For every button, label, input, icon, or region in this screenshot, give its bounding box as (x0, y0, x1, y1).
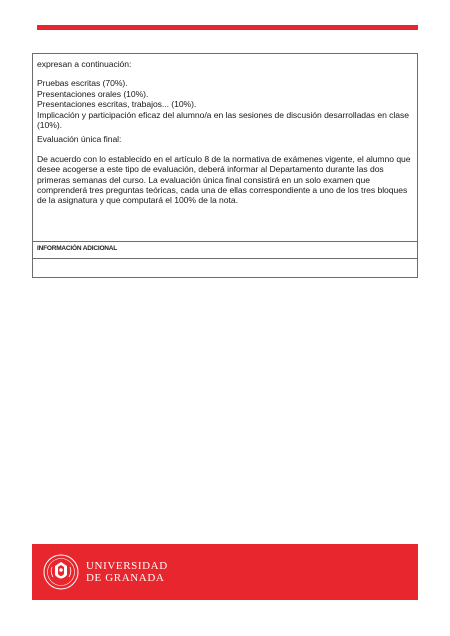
item-written-tests: Pruebas escritas (70%). (37, 78, 128, 89)
additional-info-heading: INFORMACIÓN ADICIONAL (33, 242, 417, 259)
additional-info-cell (33, 259, 417, 278)
assessment-cell (33, 54, 417, 242)
item-written-presentations: Presentaciones escritas, trabajos... (10%). (37, 99, 197, 110)
university-name-line2: DE GRANADA (86, 572, 165, 584)
final-evaluation-text: De acuerdo con lo establecido en el artículo 8 de la normativa de exámenes vigente, el alumno que desee acogerse a este tipo de evaluación, deberá informar al Departamento durante las dos primeras semanas del curso. La evaluación única final consistirá en un solo examen que comprenderá tres preguntas teóricas, cada una de ellas correspondiente a uno de los tres bloques de la asignatura y que computará el 100% de la nota. (37, 153, 411, 206)
university-name (86, 560, 168, 584)
intro-text: expresan a continuación: (37, 59, 132, 69)
item-participation: Implicación y participación eficaz del alumno/a en las sesiones de discusión desarrolladas en clase (10%). (37, 109, 409, 131)
university-seal-icon (43, 554, 79, 590)
item-oral-presentations: Presentaciones orales (10%). (37, 88, 149, 99)
content-table (32, 53, 418, 278)
university-footer (32, 544, 418, 600)
final-evaluation-heading: Evaluación única final: (37, 134, 122, 145)
university-name-line1: UNIVERSIDAD (86, 560, 168, 572)
top-accent-bar (37, 25, 418, 30)
